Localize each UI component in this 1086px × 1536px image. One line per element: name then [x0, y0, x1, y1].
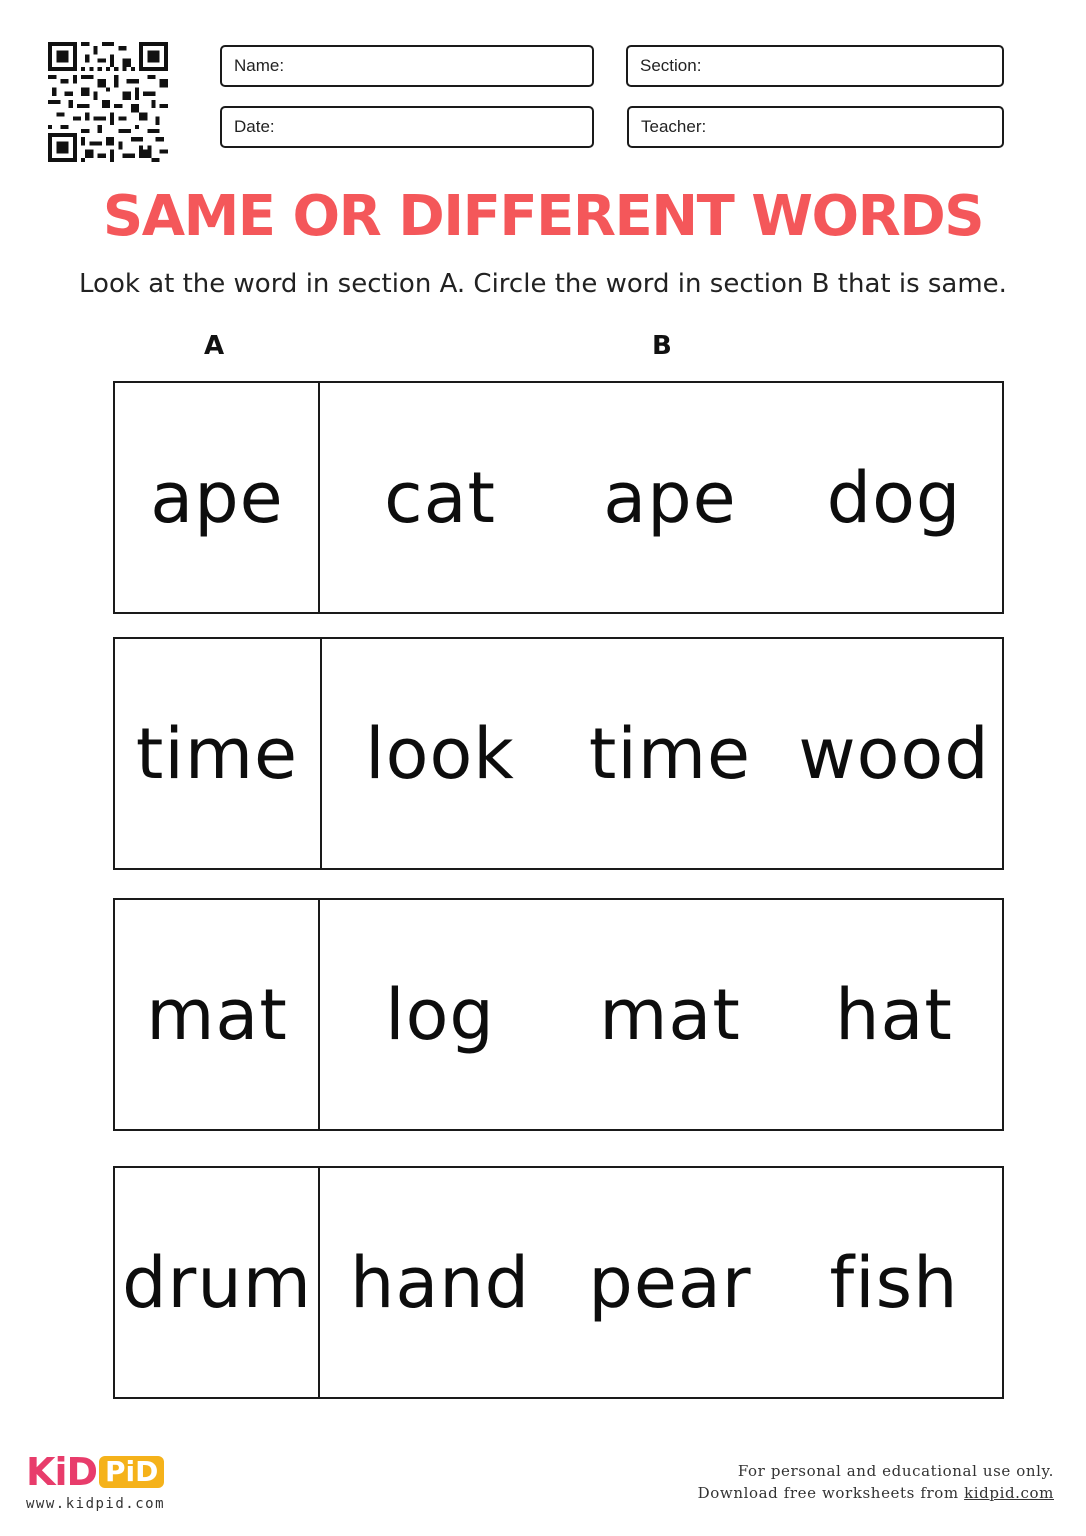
- section-b-word[interactable]: hand: [349, 1241, 531, 1324]
- column-a-heading: A: [204, 331, 225, 361]
- footer-usage-note: For personal and educational use only.: [737, 1462, 1054, 1480]
- teacher-label: Teacher:: [641, 117, 707, 136]
- section-b-word[interactable]: log: [385, 973, 495, 1056]
- word-row: [113, 381, 1004, 614]
- section-b-word[interactable]: fish: [829, 1241, 959, 1324]
- section-b-word[interactable]: pear: [588, 1241, 752, 1324]
- row-divider: [318, 900, 320, 1129]
- logo-wordmark: [26, 1452, 164, 1492]
- section-b-word[interactable]: cat: [384, 456, 496, 539]
- name-label: Name:: [234, 56, 285, 75]
- section-b-word[interactable]: wood: [798, 712, 990, 795]
- instructions-text: Look at the word in section A. Circle the word in section B that is same.: [79, 269, 1007, 299]
- footer-download-text: Download free worksheets from: [697, 1484, 959, 1502]
- date-field[interactable]: [220, 106, 594, 148]
- section-b-word[interactable]: look: [365, 712, 515, 795]
- row-divider: [320, 639, 322, 868]
- word-row: [113, 898, 1004, 1131]
- section-a-word: mat: [146, 973, 288, 1056]
- teacher-field[interactable]: [627, 106, 1004, 148]
- section-b-word[interactable]: time: [588, 712, 752, 795]
- kidpid-logo: [26, 1452, 176, 1512]
- section-a-word: drum: [122, 1241, 312, 1324]
- qr-code: [48, 42, 168, 162]
- section-b-word[interactable]: hat: [835, 973, 953, 1056]
- date-label: Date:: [234, 117, 275, 136]
- logo-pid: PiD: [99, 1456, 164, 1488]
- section-b-word[interactable]: mat: [599, 973, 741, 1056]
- footer-link[interactable]: kidpid.com: [964, 1484, 1054, 1502]
- logo-site-url: www.kidpid.com: [26, 1496, 166, 1512]
- section-label: Section:: [640, 56, 702, 75]
- logo-kid: KiD: [26, 1450, 98, 1494]
- word-row: [113, 1166, 1004, 1399]
- footer-download-note: [698, 1482, 1054, 1504]
- word-row: [113, 637, 1004, 870]
- section-field[interactable]: [626, 45, 1004, 87]
- section-a-word: time: [135, 712, 299, 795]
- section-b-word[interactable]: dog: [826, 456, 962, 539]
- section-b-word[interactable]: ape: [603, 456, 737, 539]
- row-divider: [318, 1168, 320, 1397]
- row-divider: [318, 383, 320, 612]
- column-b-heading: B: [652, 331, 672, 361]
- section-a-word: ape: [150, 456, 284, 539]
- footer-note: [698, 1460, 1054, 1504]
- worksheet-title: SAME OR DIFFERENT WORDS: [102, 184, 984, 249]
- name-field[interactable]: [220, 45, 594, 87]
